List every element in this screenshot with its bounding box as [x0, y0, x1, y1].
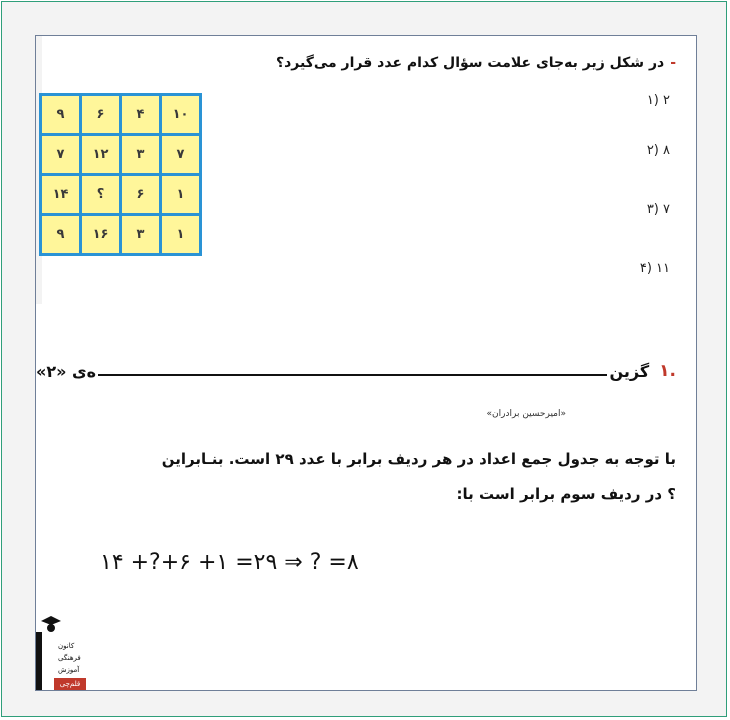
grid-cell: ۷ [42, 136, 79, 173]
question-dash: - [670, 55, 676, 71]
option-4: ۱۱ (۴ [639, 261, 670, 276]
number-grid [39, 93, 202, 256]
logo-line-2: فرهنگی [58, 654, 81, 662]
grid-cell: ۱۰ [162, 96, 199, 133]
answer-word: گزین [609, 361, 650, 381]
answer-heading [36, 358, 676, 384]
answer-choice: ه‌ی «۲» [36, 361, 97, 381]
grid-cell: ۴ [122, 96, 159, 133]
grid-cell: ۱۲ [82, 136, 119, 173]
grid-cell: ۱ [162, 216, 199, 253]
grid-cell: ۶ [122, 176, 159, 213]
grid-cell: ۹ [42, 96, 79, 133]
grid-cell: ۹ [42, 216, 79, 253]
question-text [276, 55, 676, 71]
solution-formula: ۱۴ +?+۶ +۱ =۲۹ ⇒ ? =۸ [100, 550, 359, 575]
grid-cell: ۱ [162, 176, 199, 213]
publisher-logo [36, 614, 88, 692]
document-page [35, 35, 697, 691]
grid-cell: ۳ [122, 136, 159, 173]
option-1: ۲ (۱ [646, 93, 670, 108]
explanation-line-1: با توجه به جدول جمع اعداد در هر ردیف برابر با عدد ۲۹ است. بنـابراین [161, 450, 676, 468]
option-2: ۸ (۲ [646, 143, 670, 158]
logo-line-3: آموزش [58, 666, 80, 674]
grid-cell: ۱۴ [42, 176, 79, 213]
author-credit: «امیرحسین برادران» [486, 409, 566, 419]
grid-cell: ۶ [82, 96, 119, 133]
graduate-icon [39, 614, 61, 634]
grid-cell: ۱۶ [82, 216, 119, 253]
explanation [56, 442, 676, 512]
grid-cell: ؟ [82, 176, 119, 213]
answer-kashida-rule [98, 374, 607, 376]
explanation-line-2: ؟ در ردیف سوم برابر است با: [456, 485, 676, 503]
logo-tag: قلم‌چی [54, 678, 86, 690]
logo-bar [36, 632, 42, 690]
question-stem: در شکل زیر به‌جای علامت سؤال کدام عدد قرار می‌گیرد؟ [275, 55, 665, 71]
option-3: ۷ (۳ [646, 202, 670, 217]
page-frame [1, 1, 727, 717]
answer-number: .۱ [659, 361, 676, 381]
logo-line-1: کانون [58, 642, 75, 650]
grid-cell: ۷ [162, 136, 199, 173]
grid-cell: ۳ [122, 216, 159, 253]
